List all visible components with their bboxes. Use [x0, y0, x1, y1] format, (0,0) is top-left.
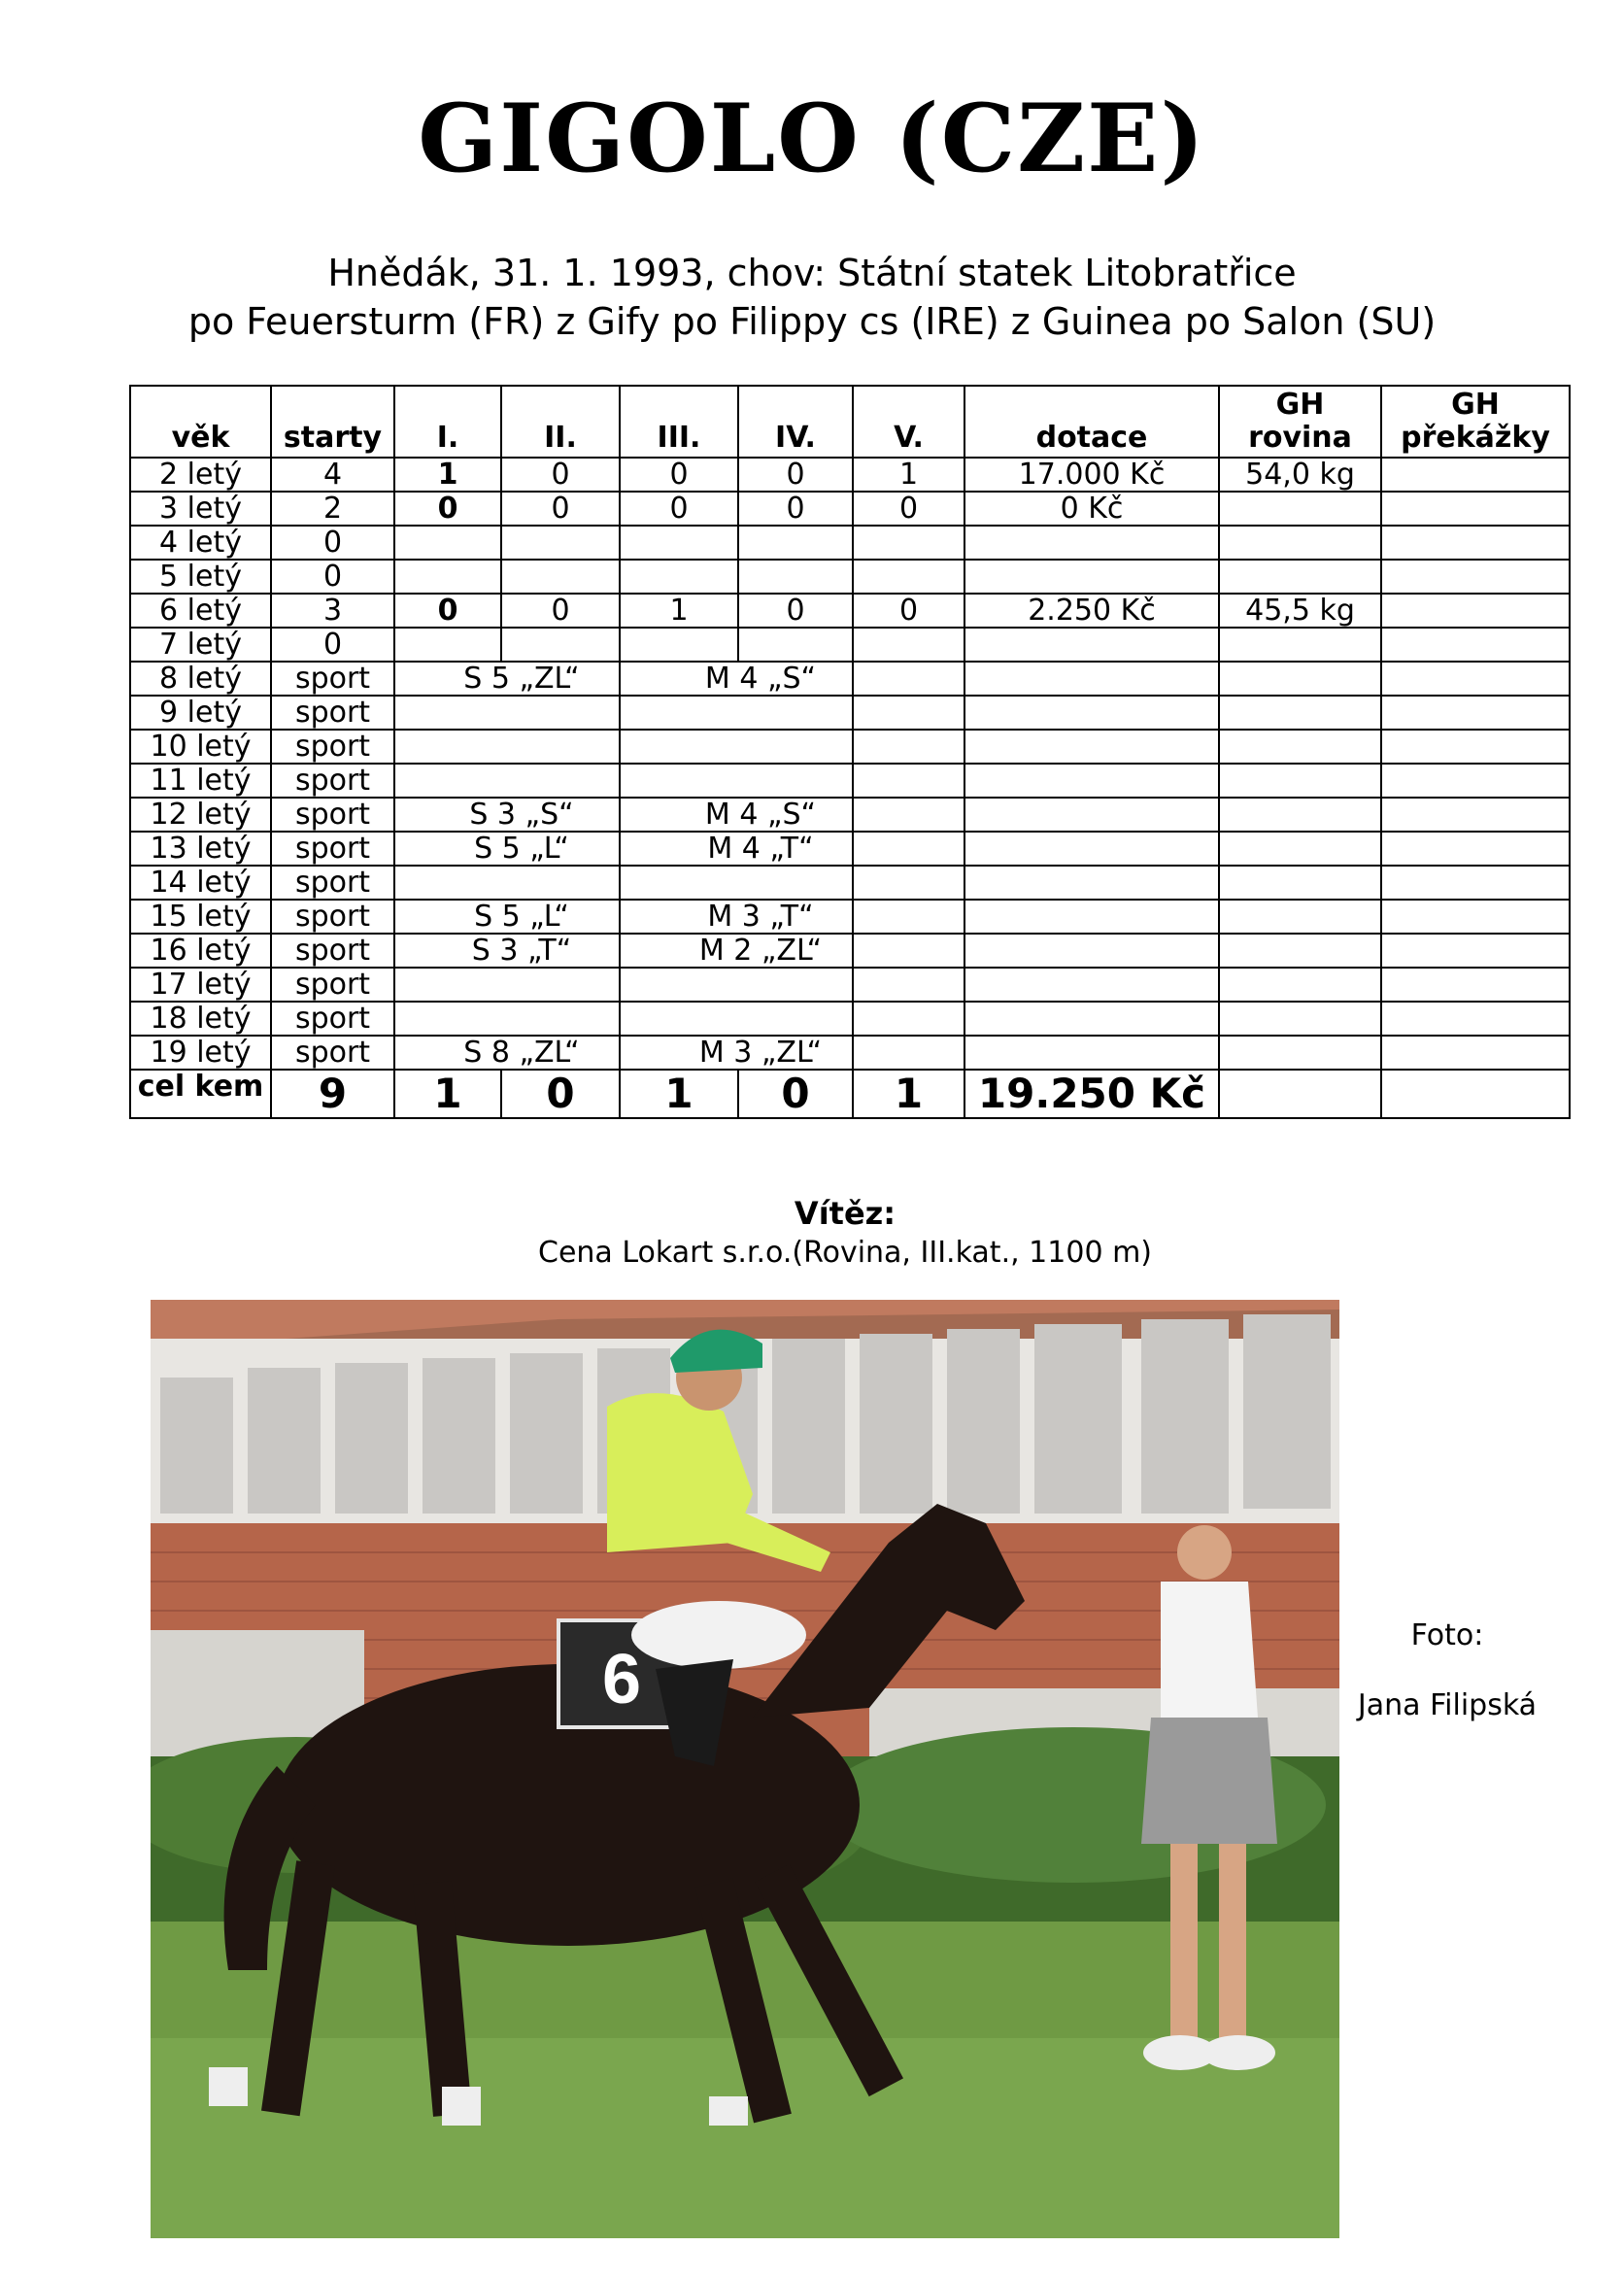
cell-empty: [853, 866, 964, 900]
cell-sport-m: M 3 „ZL“: [620, 1036, 853, 1070]
cell-empty: [1381, 764, 1570, 798]
table-row: [130, 492, 1570, 526]
cell-starts: 0: [271, 628, 394, 662]
cell-empty: [738, 560, 853, 594]
cell-empty: [620, 526, 738, 560]
cell-empty: [853, 900, 964, 934]
cell-empty: [853, 526, 964, 560]
race-record-table: [129, 385, 1571, 1119]
cell-empty: [1381, 798, 1570, 832]
cell-empty: [964, 900, 1219, 934]
cell-sport-s: S 3 „S“: [394, 798, 620, 832]
cell-empty: [1381, 696, 1570, 730]
cell-empty: [964, 560, 1219, 594]
table-row: [130, 560, 1570, 594]
table-row: [130, 764, 1570, 798]
cell-empty: [964, 1036, 1219, 1070]
horse-pedigree-line2: po Feuersturm (FR) z Gify po Filippy cs (IRE) z Guinea po Salon (SU): [187, 300, 1437, 343]
cell-empty: [620, 628, 738, 662]
cell-empty: [1219, 1002, 1381, 1036]
cell-prize-money: 17.000 Kč: [964, 458, 1219, 492]
winner-race-name: Cena Lokart s.r.o.(Rovina, III.kat., 1100 m): [538, 1236, 1152, 1270]
cell-second: 0: [501, 594, 620, 628]
cell-sport-s: [394, 764, 620, 798]
cell-sport-m: [620, 764, 853, 798]
cell-sport-s: [394, 696, 620, 730]
cell-sport-m: M 2 „ZL“: [620, 934, 853, 968]
horse-photo: [151, 1300, 1339, 2238]
cell-empty: [501, 628, 620, 662]
cell-empty: [964, 968, 1219, 1002]
cell-empty: [1219, 662, 1381, 696]
cell-starts: sport: [271, 968, 394, 1002]
cell-age: 14 letý: [130, 866, 271, 900]
table-row: [130, 526, 1570, 560]
cell-empty: [1219, 900, 1381, 934]
cell-empty: [853, 968, 964, 1002]
cell-empty: [964, 662, 1219, 696]
cell-first: 1: [394, 458, 501, 492]
cell-empty: [1381, 526, 1570, 560]
cell-sport-m: M 4 „T“: [620, 832, 853, 866]
col-header-first: I.: [394, 386, 501, 458]
cell-fourth: 0: [738, 458, 853, 492]
cell-age: 5 letý: [130, 560, 271, 594]
cell-sport-m: [620, 866, 853, 900]
cell-empty: [853, 560, 964, 594]
cell-empty: [853, 696, 964, 730]
cell-starts: sport: [271, 696, 394, 730]
cell-age: 9 letý: [130, 696, 271, 730]
table-row: [130, 1002, 1570, 1036]
page-title: GIGOLO (CZE): [418, 84, 1206, 193]
saddle-number: 6: [602, 1641, 642, 1719]
cell-gh-jump: [1381, 492, 1570, 526]
cell-empty: [853, 798, 964, 832]
cell-empty: [1381, 730, 1570, 764]
cell-empty: [501, 560, 620, 594]
cell-empty: [1219, 526, 1381, 560]
photo-credit-label: Foto:: [1410, 1618, 1484, 1652]
cell-age: 4 letý: [130, 526, 271, 560]
table-row: [130, 934, 1570, 968]
cell-age: 15 letý: [130, 900, 271, 934]
cell-sport-s: S 5 „ZL“: [394, 662, 620, 696]
cell-empty: [853, 1002, 964, 1036]
cell-gh-jump: [1381, 594, 1570, 628]
cell-empty: [853, 662, 964, 696]
cell-total-starts: 9: [271, 1070, 394, 1118]
table-row: [130, 866, 1570, 900]
cell-age: 8 letý: [130, 662, 271, 696]
cell-empty: [964, 628, 1219, 662]
cell-second: 0: [501, 492, 620, 526]
cell-starts: 0: [271, 526, 394, 560]
cell-third: 1: [620, 594, 738, 628]
cell-sport-s: [394, 1002, 620, 1036]
cell-prize-money: 0 Kč: [964, 492, 1219, 526]
cell-starts: 2: [271, 492, 394, 526]
photo-credit-author: Jana Filipská: [1357, 1688, 1538, 1722]
cell-empty: [1381, 628, 1570, 662]
cell-fourth: 0: [738, 492, 853, 526]
cell-empty: [1219, 696, 1381, 730]
col-header-prize-money: dotace: [964, 386, 1219, 458]
cell-empty: [1381, 832, 1570, 866]
cell-sport-m: M 4 „S“: [620, 662, 853, 696]
cell-total-p3: 1: [620, 1070, 738, 1118]
cell-starts: sport: [271, 832, 394, 866]
cell-empty: [1219, 764, 1381, 798]
cell-total-p4: 0: [738, 1070, 853, 1118]
cell-starts: sport: [271, 764, 394, 798]
cell-third: 0: [620, 458, 738, 492]
cell-age: 17 letý: [130, 968, 271, 1002]
cell-empty: [1381, 934, 1570, 968]
cell-empty: [964, 934, 1219, 968]
cell-prize-money: 2.250 Kč: [964, 594, 1219, 628]
table-total-row: [130, 1070, 1570, 1118]
col-header-fifth: V.: [853, 386, 964, 458]
cell-empty: [1219, 832, 1381, 866]
cell-starts: sport: [271, 798, 394, 832]
table-row: [130, 628, 1570, 662]
table-row: [130, 594, 1570, 628]
cell-age: 16 letý: [130, 934, 271, 968]
cell-total-p5: 1: [853, 1070, 964, 1118]
cell-age: 7 letý: [130, 628, 271, 662]
cell-gh-flat: 54,0 kg: [1219, 458, 1381, 492]
winner-heading: Vítěz:: [794, 1195, 897, 1232]
cell-sport-m: [620, 968, 853, 1002]
cell-gh-flat: 45,5 kg: [1219, 594, 1381, 628]
cell-empty: [853, 730, 964, 764]
col-header-age: věk: [130, 386, 271, 458]
cell-total-p1: 1: [394, 1070, 501, 1118]
cell-age: 2 letý: [130, 458, 271, 492]
cell-starts: sport: [271, 662, 394, 696]
table-row: [130, 696, 1570, 730]
cell-starts: sport: [271, 900, 394, 934]
cell-empty: [394, 560, 501, 594]
cell-age: 10 letý: [130, 730, 271, 764]
cell-age: 3 letý: [130, 492, 271, 526]
cell-sport-m: M 4 „S“: [620, 798, 853, 832]
cell-age: 18 letý: [130, 1002, 271, 1036]
cell-sport-s: [394, 866, 620, 900]
cell-empty: [964, 866, 1219, 900]
cell-sport-s: S 3 „T“: [394, 934, 620, 968]
cell-age: 11 letý: [130, 764, 271, 798]
col-header-second: II.: [501, 386, 620, 458]
table-row: [130, 662, 1570, 696]
cell-empty: [853, 764, 964, 798]
cell-gh-jump: [1381, 458, 1570, 492]
table-row: [130, 458, 1570, 492]
cell-empty: [1219, 730, 1381, 764]
cell-empty: [1381, 968, 1570, 1002]
cell-sport-m: [620, 1002, 853, 1036]
cell-first: 0: [394, 594, 501, 628]
cell-sport-m: M 3 „T“: [620, 900, 853, 934]
cell-starts: 0: [271, 560, 394, 594]
cell-empty: [1219, 798, 1381, 832]
cell-starts: sport: [271, 934, 394, 968]
cell-total-p2: 0: [501, 1070, 620, 1118]
cell-empty: [1381, 662, 1570, 696]
table-header-row: [130, 386, 1570, 458]
cell-empty: [964, 1002, 1219, 1036]
cell-empty: [1381, 866, 1570, 900]
cell-empty: [964, 798, 1219, 832]
cell-gh-flat: [1219, 492, 1381, 526]
cell-starts: 4: [271, 458, 394, 492]
cell-fourth: 0: [738, 594, 853, 628]
cell-empty: [620, 560, 738, 594]
cell-total-label: cel kem: [130, 1070, 271, 1118]
cell-sport-m: [620, 696, 853, 730]
cell-empty: [853, 934, 964, 968]
table-row: [130, 1036, 1570, 1070]
cell-empty: [1381, 1036, 1570, 1070]
col-header-third: III.: [620, 386, 738, 458]
cell-fifth: 0: [853, 594, 964, 628]
cell-empty: [1381, 1002, 1570, 1036]
cell-sport-s: [394, 968, 620, 1002]
cell-empty: [1381, 900, 1570, 934]
cell-fifth: 0: [853, 492, 964, 526]
table-row: [130, 900, 1570, 934]
cell-empty: [501, 526, 620, 560]
cell-empty: [394, 628, 501, 662]
cell-empty: [1219, 1036, 1381, 1070]
cell-empty: [394, 526, 501, 560]
table-row: [130, 730, 1570, 764]
cell-sport-s: S 5 „L“: [394, 900, 620, 934]
cell-empty: [964, 832, 1219, 866]
cell-first: 0: [394, 492, 501, 526]
cell-age: 13 letý: [130, 832, 271, 866]
gh-label: GH: [1451, 388, 1500, 422]
cell-empty: [1219, 866, 1381, 900]
table-row: [130, 798, 1570, 832]
horse-pedigree-line1: Hnědák, 31. 1. 1993, chov: Státní statek Litobratřice: [327, 252, 1297, 294]
gh-flat-label: rovina: [1248, 421, 1352, 455]
cell-empty: [964, 526, 1219, 560]
cell-starts: sport: [271, 1036, 394, 1070]
cell-empty: [1219, 968, 1381, 1002]
cell-sport-s: [394, 730, 620, 764]
gh-jump-label: překážky: [1401, 421, 1550, 455]
cell-empty: [1219, 934, 1381, 968]
cell-second: 0: [501, 458, 620, 492]
cell-empty: [1219, 560, 1381, 594]
col-header-gh-jump: [1381, 386, 1570, 458]
cell-age: 6 letý: [130, 594, 271, 628]
cell-empty: [1219, 628, 1381, 662]
cell-age: 12 letý: [130, 798, 271, 832]
cell-empty: [853, 1036, 964, 1070]
table-row: [130, 832, 1570, 866]
cell-starts: sport: [271, 730, 394, 764]
cell-sport-s: S 8 „ZL“: [394, 1036, 620, 1070]
cell-starts: sport: [271, 866, 394, 900]
cell-empty: [738, 526, 853, 560]
cell-sport-m: [620, 730, 853, 764]
cell-empty: [964, 730, 1219, 764]
cell-empty: [738, 628, 853, 662]
cell-third: 0: [620, 492, 738, 526]
cell-total-prize-money: 19.250 Kč: [964, 1070, 1219, 1118]
cell-age: 19 letý: [130, 1036, 271, 1070]
cell-empty: [964, 764, 1219, 798]
cell-fifth: 1: [853, 458, 964, 492]
table-row: [130, 968, 1570, 1002]
cell-empty: [1219, 1070, 1381, 1118]
cell-empty: [964, 696, 1219, 730]
cell-starts: 3: [271, 594, 394, 628]
cell-starts: sport: [271, 1002, 394, 1036]
cell-empty: [853, 832, 964, 866]
col-header-gh-flat: [1219, 386, 1381, 458]
cell-sport-s: S 5 „L“: [394, 832, 620, 866]
col-header-fourth: IV.: [738, 386, 853, 458]
gh-label: GH: [1275, 388, 1325, 422]
cell-empty: [1381, 560, 1570, 594]
cell-empty: [1381, 1070, 1570, 1118]
cell-empty: [853, 628, 964, 662]
col-header-starts: starty: [271, 386, 394, 458]
